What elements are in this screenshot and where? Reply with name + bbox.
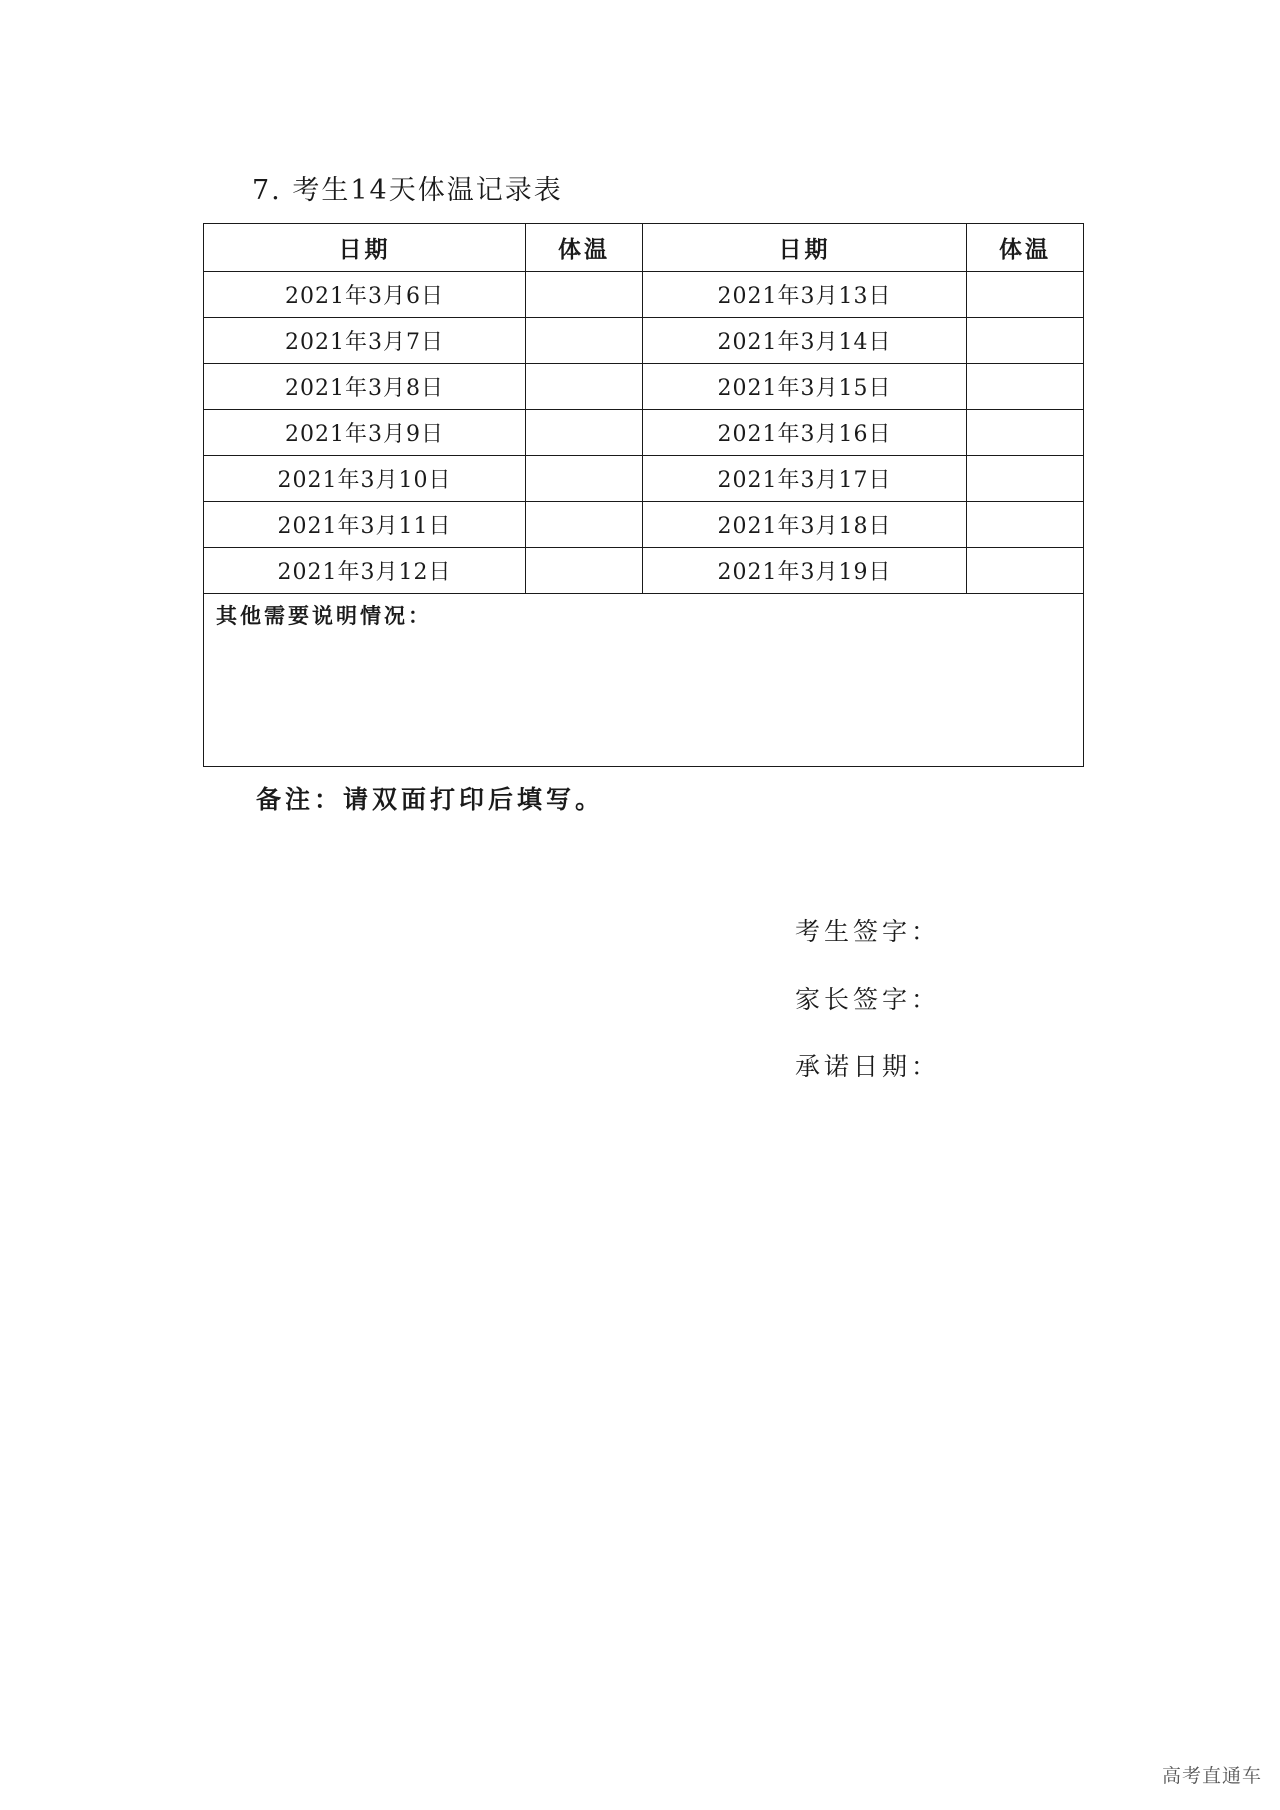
- table-header-row: [204, 224, 1084, 272]
- date-cell: 2021年3月10日: [204, 456, 526, 502]
- temperature-input-cell[interactable]: [526, 456, 643, 502]
- other-notes-cell[interactable]: [204, 594, 1084, 767]
- header-date-left: 日期: [204, 224, 526, 272]
- temperature-input-cell[interactable]: [967, 364, 1084, 410]
- parent-signature-label: 家长签字：: [795, 985, 941, 1014]
- date-cell: 2021年3月17日: [643, 456, 967, 502]
- header-date-right: 日期: [643, 224, 967, 272]
- table-row: [204, 548, 1084, 594]
- temperature-input-cell[interactable]: [526, 272, 643, 318]
- temperature-input-cell[interactable]: [526, 318, 643, 364]
- table-row: [204, 364, 1084, 410]
- date-cell: 2021年3月9日: [204, 410, 526, 456]
- notes-label: 其他需要说明情况：: [216, 604, 432, 628]
- watermark-text: 高考直通车: [1161, 1765, 1262, 1787]
- temperature-input-cell[interactable]: [967, 318, 1084, 364]
- temperature-input-cell[interactable]: [967, 548, 1084, 594]
- temperature-input-cell[interactable]: [967, 272, 1084, 318]
- date-cell: 2021年3月18日: [643, 502, 967, 548]
- date-cell: 2021年3月14日: [643, 318, 967, 364]
- table-row: [204, 502, 1084, 548]
- table-row: [204, 410, 1084, 456]
- header-temp-right: 体温: [967, 224, 1084, 272]
- temperature-record-table: [203, 223, 1084, 767]
- section-title: 7. 考生14天体温记录表: [252, 175, 563, 206]
- header-temp-left: 体温: [526, 224, 643, 272]
- pledge-date-label: 承诺日期：: [795, 1052, 941, 1081]
- temperature-input-cell[interactable]: [526, 502, 643, 548]
- temperature-input-cell[interactable]: [967, 502, 1084, 548]
- temperature-input-cell[interactable]: [967, 410, 1084, 456]
- temperature-input-cell[interactable]: [526, 548, 643, 594]
- table-row: [204, 456, 1084, 502]
- date-cell: 2021年3月6日: [204, 272, 526, 318]
- date-cell: 2021年3月15日: [643, 364, 967, 410]
- date-cell: 2021年3月8日: [204, 364, 526, 410]
- table-row: [204, 318, 1084, 364]
- date-cell: 2021年3月12日: [204, 548, 526, 594]
- table-row: [204, 272, 1084, 318]
- temperature-input-cell[interactable]: [526, 364, 643, 410]
- date-cell: 2021年3月11日: [204, 502, 526, 548]
- temperature-input-cell[interactable]: [967, 456, 1084, 502]
- date-cell: 2021年3月16日: [643, 410, 967, 456]
- student-signature-label: 考生签字：: [795, 917, 941, 946]
- notes-row: [204, 594, 1084, 767]
- temperature-input-cell[interactable]: [526, 410, 643, 456]
- date-cell: 2021年3月19日: [643, 548, 967, 594]
- date-cell: 2021年3月13日: [643, 272, 967, 318]
- date-cell: 2021年3月7日: [204, 318, 526, 364]
- remark-note: 备注：请双面打印后填写。: [256, 785, 605, 814]
